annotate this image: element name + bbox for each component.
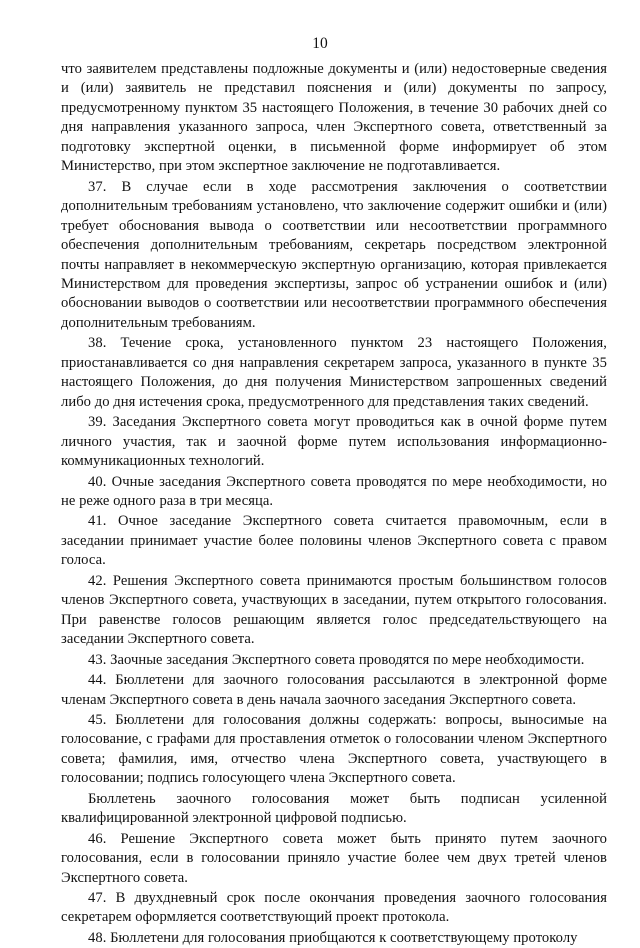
paragraph-48: 48. Бюллетени для голосования приобщаются к соответствующему протоколу (88, 929, 578, 946)
paragraph-40: 40. Очные заседания Экспертного совета проводятся по мере необходимости, но не реже одного раза в три месяца. (61, 473, 607, 509)
document-body (61, 60, 607, 948)
paragraph-45: 45. Бюллетени для голосования должны содержать: вопросы, выносимые на голосование, с графами для проставления отметок о голосовании членом Экспертного совета; фамилия, имя, отчество члена Экспертного совета, участвующего в голосовании; подпись голосующего члена Экспертного совета. (61, 711, 607, 787)
paragraph-45-signature-note: Бюллетень заочного голосования может быть подписан усиленной квалифицированной электронной цифровой подписью. (61, 790, 607, 827)
paragraph-continuation: что заявителем представлены подложные документы и (или) недостоверные сведения и (или) заявитель не представил пояснения и (или) документы по запросу, предусмотренному пунктом 35 настоящего Положения, в течение 30 рабочих дней со дня направления указанного запроса, член Экспертного совета, ответственный за подготовку экспертной оценки, в письменной форме информирует об этом Министерство, при этом экспертное заключение не подготавливается. (61, 61, 607, 175)
paragraph-37: 37. В случае если в ходе рассмотрения заключения о соответствии дополнительным требованиям установлено, что заключение содержит ошибки и (или) требует обоснования вывода о соответствии или несоответствии программного обеспечения дополнительным требованиям, секретарь посредством электронной почты направляет в некоммерческую экспертную организацию, которая привлекается Министерством для проведения экспертизы, запрос об устранении ошибок и (или) обосновании выводов о соответствии или несоответствии программного обеспечения дополнительным требованиям. (61, 178, 607, 331)
paragraph-47: 47. В двухдневный срок после окончания проведения заочного голосования секретарем оформляется соответствующий проект протокола. (61, 890, 607, 926)
paragraph-42: 42. Решения Экспертного совета принимаются простым большинством голосов членов Экспертного совета, участвующих в заседании, путем открытого голосования. При равенстве голосов решающим является голос председательствующего на заседании Экспертного совета. (61, 572, 607, 648)
paragraph-39: 39. Заседания Экспертного совета могут проводиться как в очной форме путем личного участия, так и заочной форме путем использования информационно-коммуникационных технологий. (61, 414, 607, 470)
paragraph-46: 46. Решение Экспертного совета может быть принято путем заочного голосования, если в голосовании приняло участие более чем двух третей членов Экспертного совета. (61, 830, 607, 886)
paragraph-43: 43. Заочные заседания Экспертного совета проводятся по мере необходимости. (88, 651, 585, 668)
page-number: 10 (312, 35, 328, 52)
paragraph-41: 41. Очное заседание Экспертного совета считается правомочным, если в заседании принимает участие более половины членов Экспертного совета с правом голоса. (61, 513, 607, 569)
paragraph-38: 38. Течение срока, установленного пунктом 23 настоящего Положения, приостанавливается со дня направления секретарем запроса, указанного в пункте 35 настоящего Положения, до дня получения Министерством запрошенных сведений либо до дня истечения срока, предусмотренного для представления таких сведений. (61, 335, 607, 410)
paragraph-44: 44. Бюллетени для заочного голосования рассылаются в электронной форме членам Экспертного совета в день начала заочного заседания Экспертного совета. (61, 672, 607, 708)
